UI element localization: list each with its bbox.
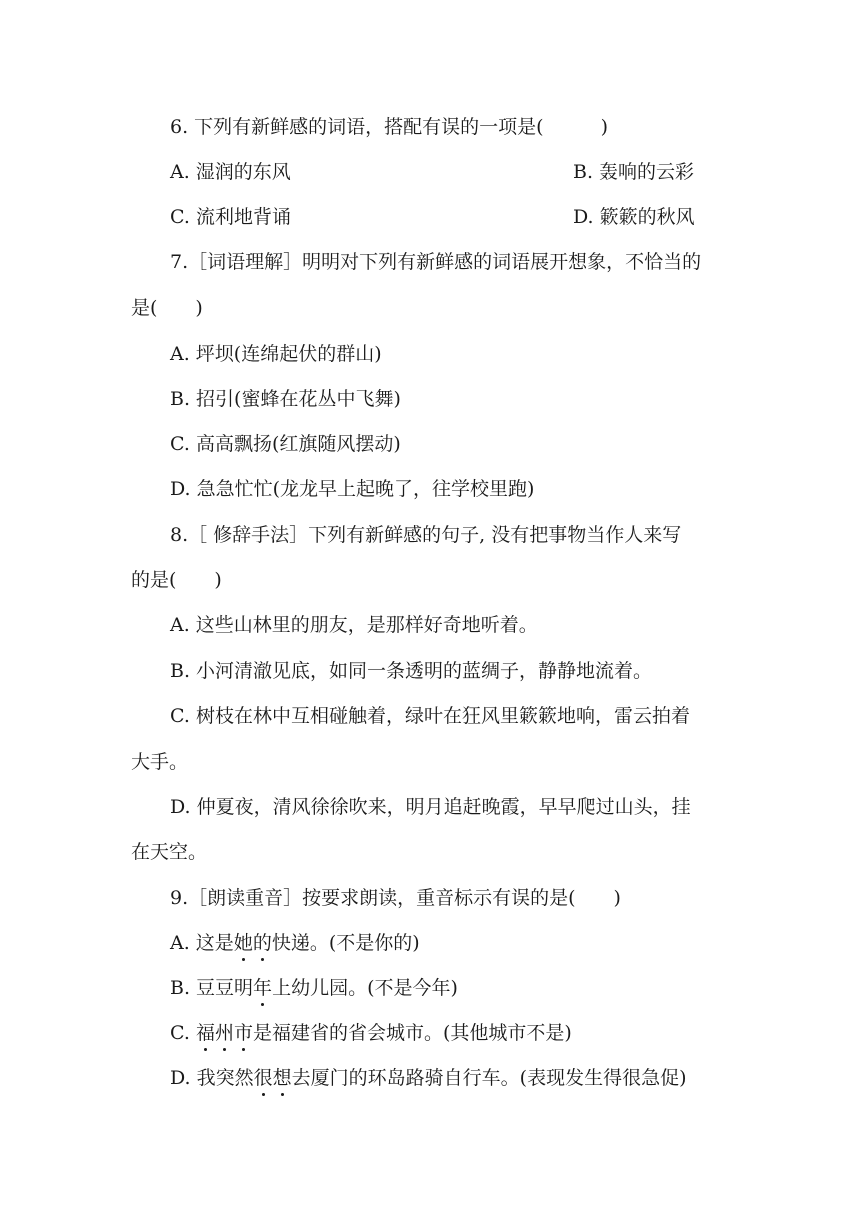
q6-option-row-1 bbox=[170, 160, 695, 184]
q8-option-c: C. 树枝在林中互相碰触着，绿叶在狂风里簌簌地响，雷云拍着 bbox=[170, 705, 690, 727]
q8-option-d: D. 仲夏夜，清风徐徐吹来，明月追赶晚霞，早早爬过山头，挂 bbox=[170, 796, 691, 818]
q9-option-d-text: D. 我突然 bbox=[170, 1067, 254, 1089]
stress-dot-char: 福 bbox=[195, 1022, 215, 1044]
q8-stem: 8.［ 修辞手法］下列有新鲜感的句子, 没有把事物当作人来写 bbox=[170, 524, 682, 546]
q9-option-d bbox=[170, 1066, 687, 1090]
q9-stem: 9.［朗读重音］按要求朗读，重音标示有误的是( ) bbox=[170, 887, 621, 909]
q9-option-d-text: 去厦门的环岛路骑自行车。(表现发生得很急促) bbox=[291, 1067, 687, 1089]
q9-option-b bbox=[170, 976, 458, 1000]
q9-option-c-text: C. bbox=[170, 1022, 196, 1044]
q6-option-a: A. 湿润的东风 bbox=[170, 161, 291, 183]
q8-option-c-continued: 大手。 bbox=[131, 751, 189, 773]
q9-option-c bbox=[170, 1021, 572, 1045]
q8-stem-continued: 的是( ) bbox=[131, 569, 222, 591]
q7-stem-continued: 是( ) bbox=[131, 297, 203, 319]
q9-option-a-text: 快递。(不是你的) bbox=[271, 932, 420, 954]
q9-option-b-text: 上幼儿园。(不是今年) bbox=[272, 977, 458, 999]
q9-option-a-text: A. 这是 bbox=[170, 932, 234, 954]
q6-stem: 6. 下列有新鲜感的词语，搭配有误的一项是( ) bbox=[170, 116, 608, 138]
q9-option-a bbox=[170, 931, 420, 955]
q9-option-b-text: B. 豆豆明 bbox=[170, 977, 254, 999]
stress-dot-char: 很 bbox=[253, 1067, 273, 1089]
q6-option-d: D. 簌簌的秋风 bbox=[573, 206, 695, 228]
q8-option-d-continued: 在天空。 bbox=[131, 841, 208, 863]
q6-option-b: B. 轰响的云彩 bbox=[573, 161, 695, 183]
q6-option-c: C. 流利地背诵 bbox=[170, 206, 291, 228]
q7-stem: 7.［词语理解］明明对下列有新鲜感的词语展开想象，不恰当的 bbox=[170, 251, 702, 273]
q7-option-a: A. 坪坝(连绵起伏的群山) bbox=[170, 343, 382, 365]
stress-dot-char: 想 bbox=[272, 1067, 292, 1089]
stress-dot-char: 年 bbox=[253, 977, 273, 999]
stress-dot-char: 她 bbox=[233, 932, 253, 954]
q8-option-a: A. 这些山林里的朋友，是那样好奇地听着。 bbox=[170, 614, 538, 636]
q7-option-c: C. 高高飘扬(红旗随风摆动) bbox=[170, 433, 401, 455]
q7-option-d: D. 急急忙忙(龙龙早上起晚了，往学校里跑) bbox=[170, 478, 535, 500]
stress-dot-char: 的 bbox=[252, 932, 272, 954]
stress-dot-char: 市 bbox=[233, 1022, 253, 1044]
q6-option-row-2 bbox=[170, 205, 695, 229]
stress-dot-char: 州 bbox=[214, 1022, 234, 1044]
q9-option-c-text: 是福建省的省会城市。(其他城市不是) bbox=[253, 1022, 572, 1044]
q8-option-b: B. 小河清澈见底，如同一条透明的蓝绸子，静静地流着。 bbox=[170, 660, 653, 682]
q7-option-b: B. 招引(蜜蜂在花丛中飞舞) bbox=[170, 388, 401, 410]
